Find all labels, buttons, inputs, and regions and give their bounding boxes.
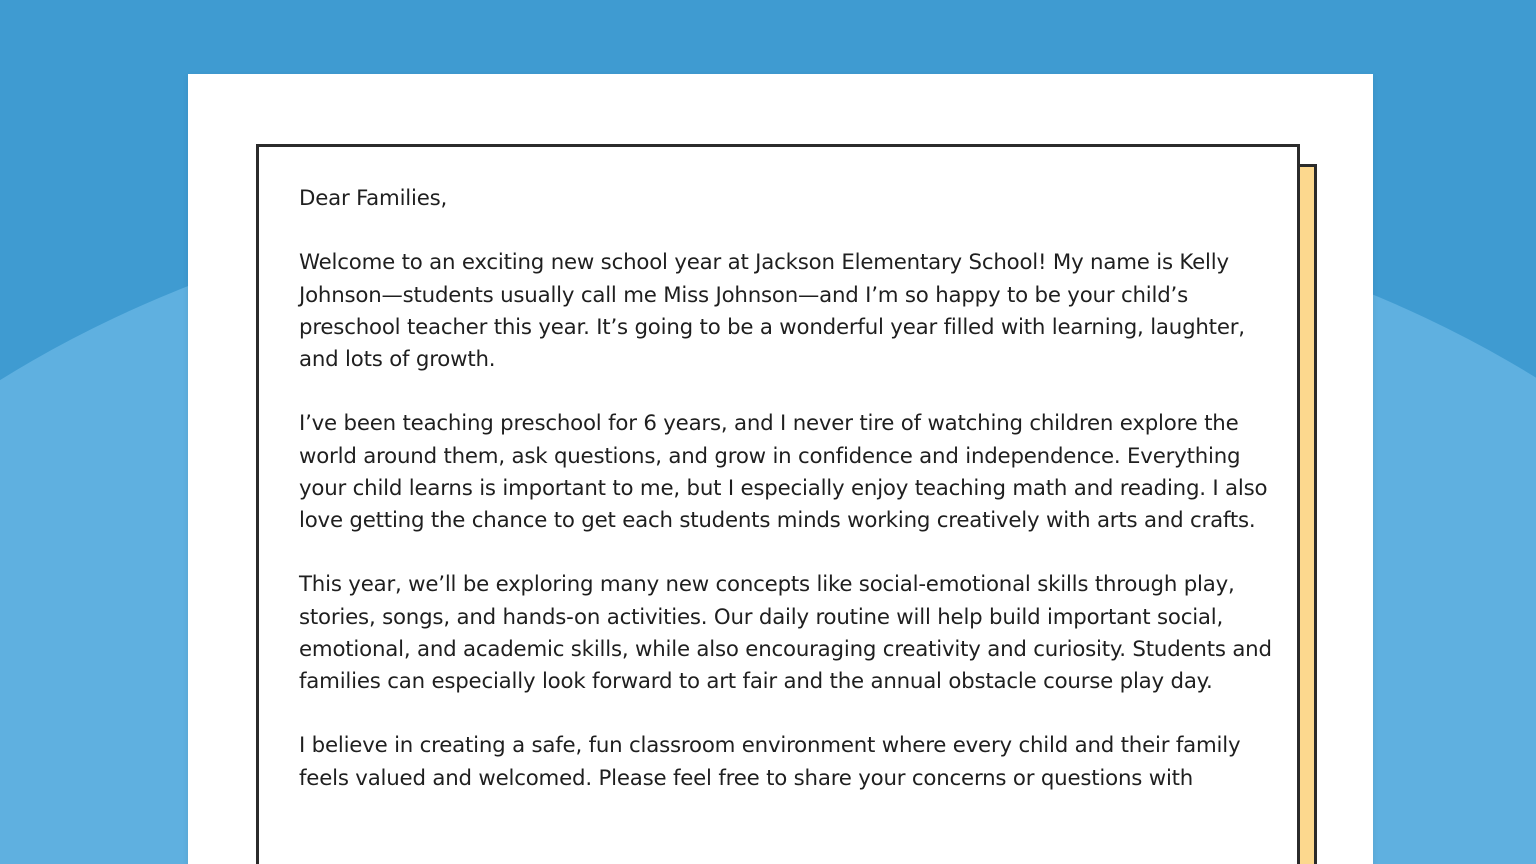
letter-body bbox=[299, 183, 1279, 827]
letter-greeting: Dear Families, bbox=[299, 186, 448, 211]
letter-paragraph-2: I’ve been teaching preschool for 6 years, and I never tire of watching children explore the world around them, ask questions, and grow in confidence and independence. Everything your child learns is important to me, but I especially enjoy teaching math and reading. I also love getting the chance to get each students minds working creatively with arts and crafts. bbox=[299, 411, 1268, 533]
letter-paragraph-4: I believe in creating a safe, fun classroom environment where every child and their family feels valued and welcomed. Please feel free to share your concerns or questions with bbox=[299, 733, 1241, 791]
letter-paragraph-1: Welcome to an exciting new school year at Jackson Elementary School! My name is Kelly Johnson—students usually call me Miss Johnson—and I’m so happy to be your child’s preschool teacher this year. It’s going to be a wonderful year filled with learning, laughter, and lots of growth. bbox=[299, 250, 1245, 372]
letter-paragraph-3: This year, we’ll be exploring many new concepts like social-emotional skills through play, stories, songs, and hands-on activities. Our daily routine will help build important social, emotional, and academic skills, while also encouraging creativity and curiosity. Students and families can especially look forward to art fair and the annual obstacle course play day. bbox=[299, 572, 1272, 694]
letter-page bbox=[256, 144, 1300, 864]
